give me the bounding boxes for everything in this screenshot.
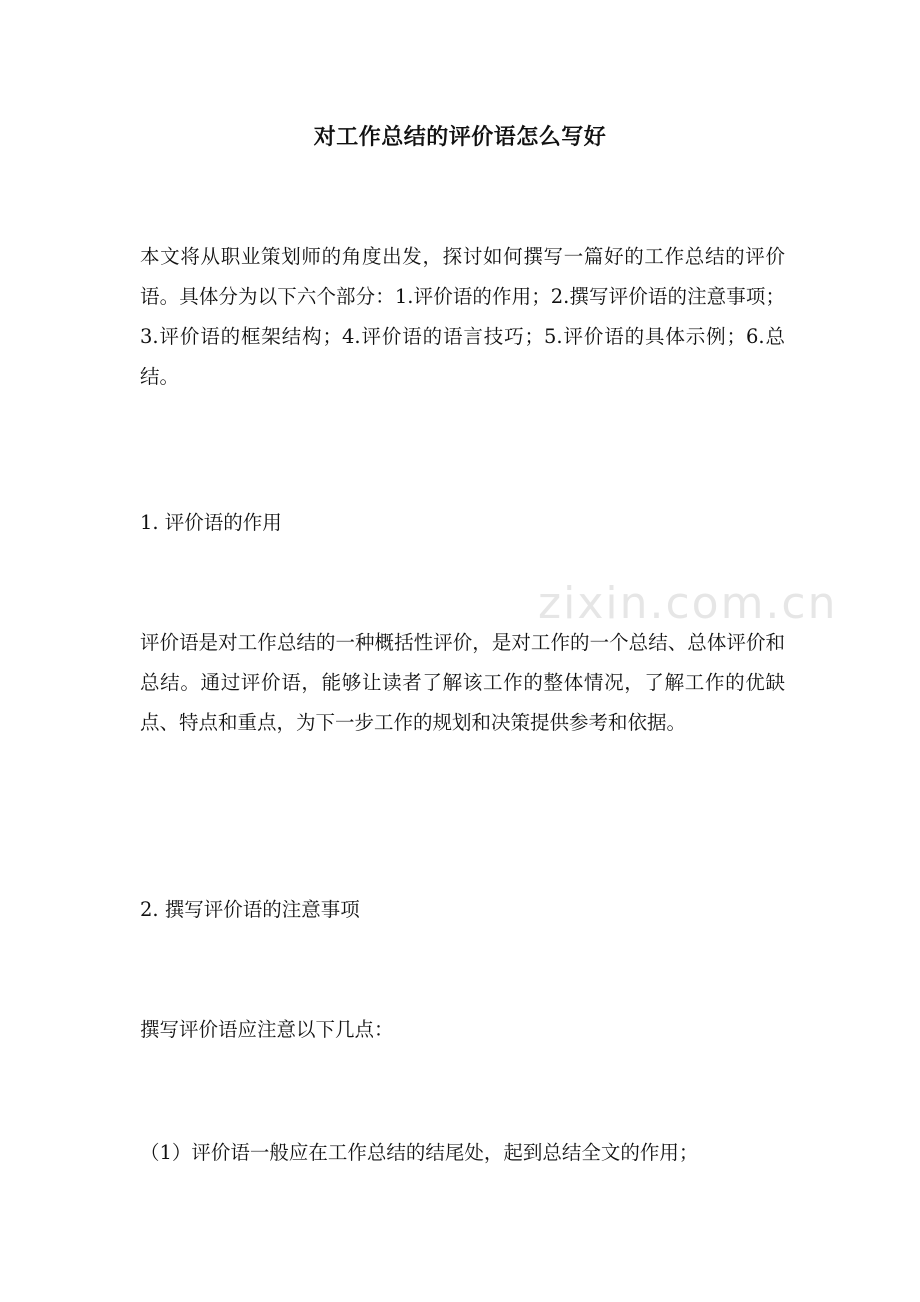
section-heading-2: 2. 撰写评价语的注意事项 bbox=[140, 898, 360, 921]
role-paragraph: 评价语是对工作总结的一种概括性评价，是对工作的一个总结、总体评价和总结。通过评价语，能够让读者了解该工作的整体情况，了解工作的优缺点、特点和重点，为下一步工作的规划和决策提供参考和依据。 bbox=[140, 631, 785, 734]
intro-paragraph: 本文将从职业策划师的角度出发，探讨如何撰写一篇好的工作总结的评价语。具体分为以下六个部分：1.评价语的作用；2.撰写评价语的注意事项；3.评价语的框架结构；4.评价语的语言技巧；5.评价语的具体示例；6.总结。 bbox=[140, 245, 785, 388]
document-title: 对工作总结的评价语怎么写好 bbox=[313, 124, 607, 150]
watermark: zixin.com.cn bbox=[538, 578, 838, 629]
notice-intro-paragraph: 撰写评价语应注意以下几点： bbox=[140, 1018, 394, 1041]
notice-item-1: （1）评价语一般应在工作总结的结尾处，起到总结全文的作用； bbox=[140, 1141, 699, 1164]
section-heading-1: 1. 评价语的作用 bbox=[140, 511, 282, 534]
